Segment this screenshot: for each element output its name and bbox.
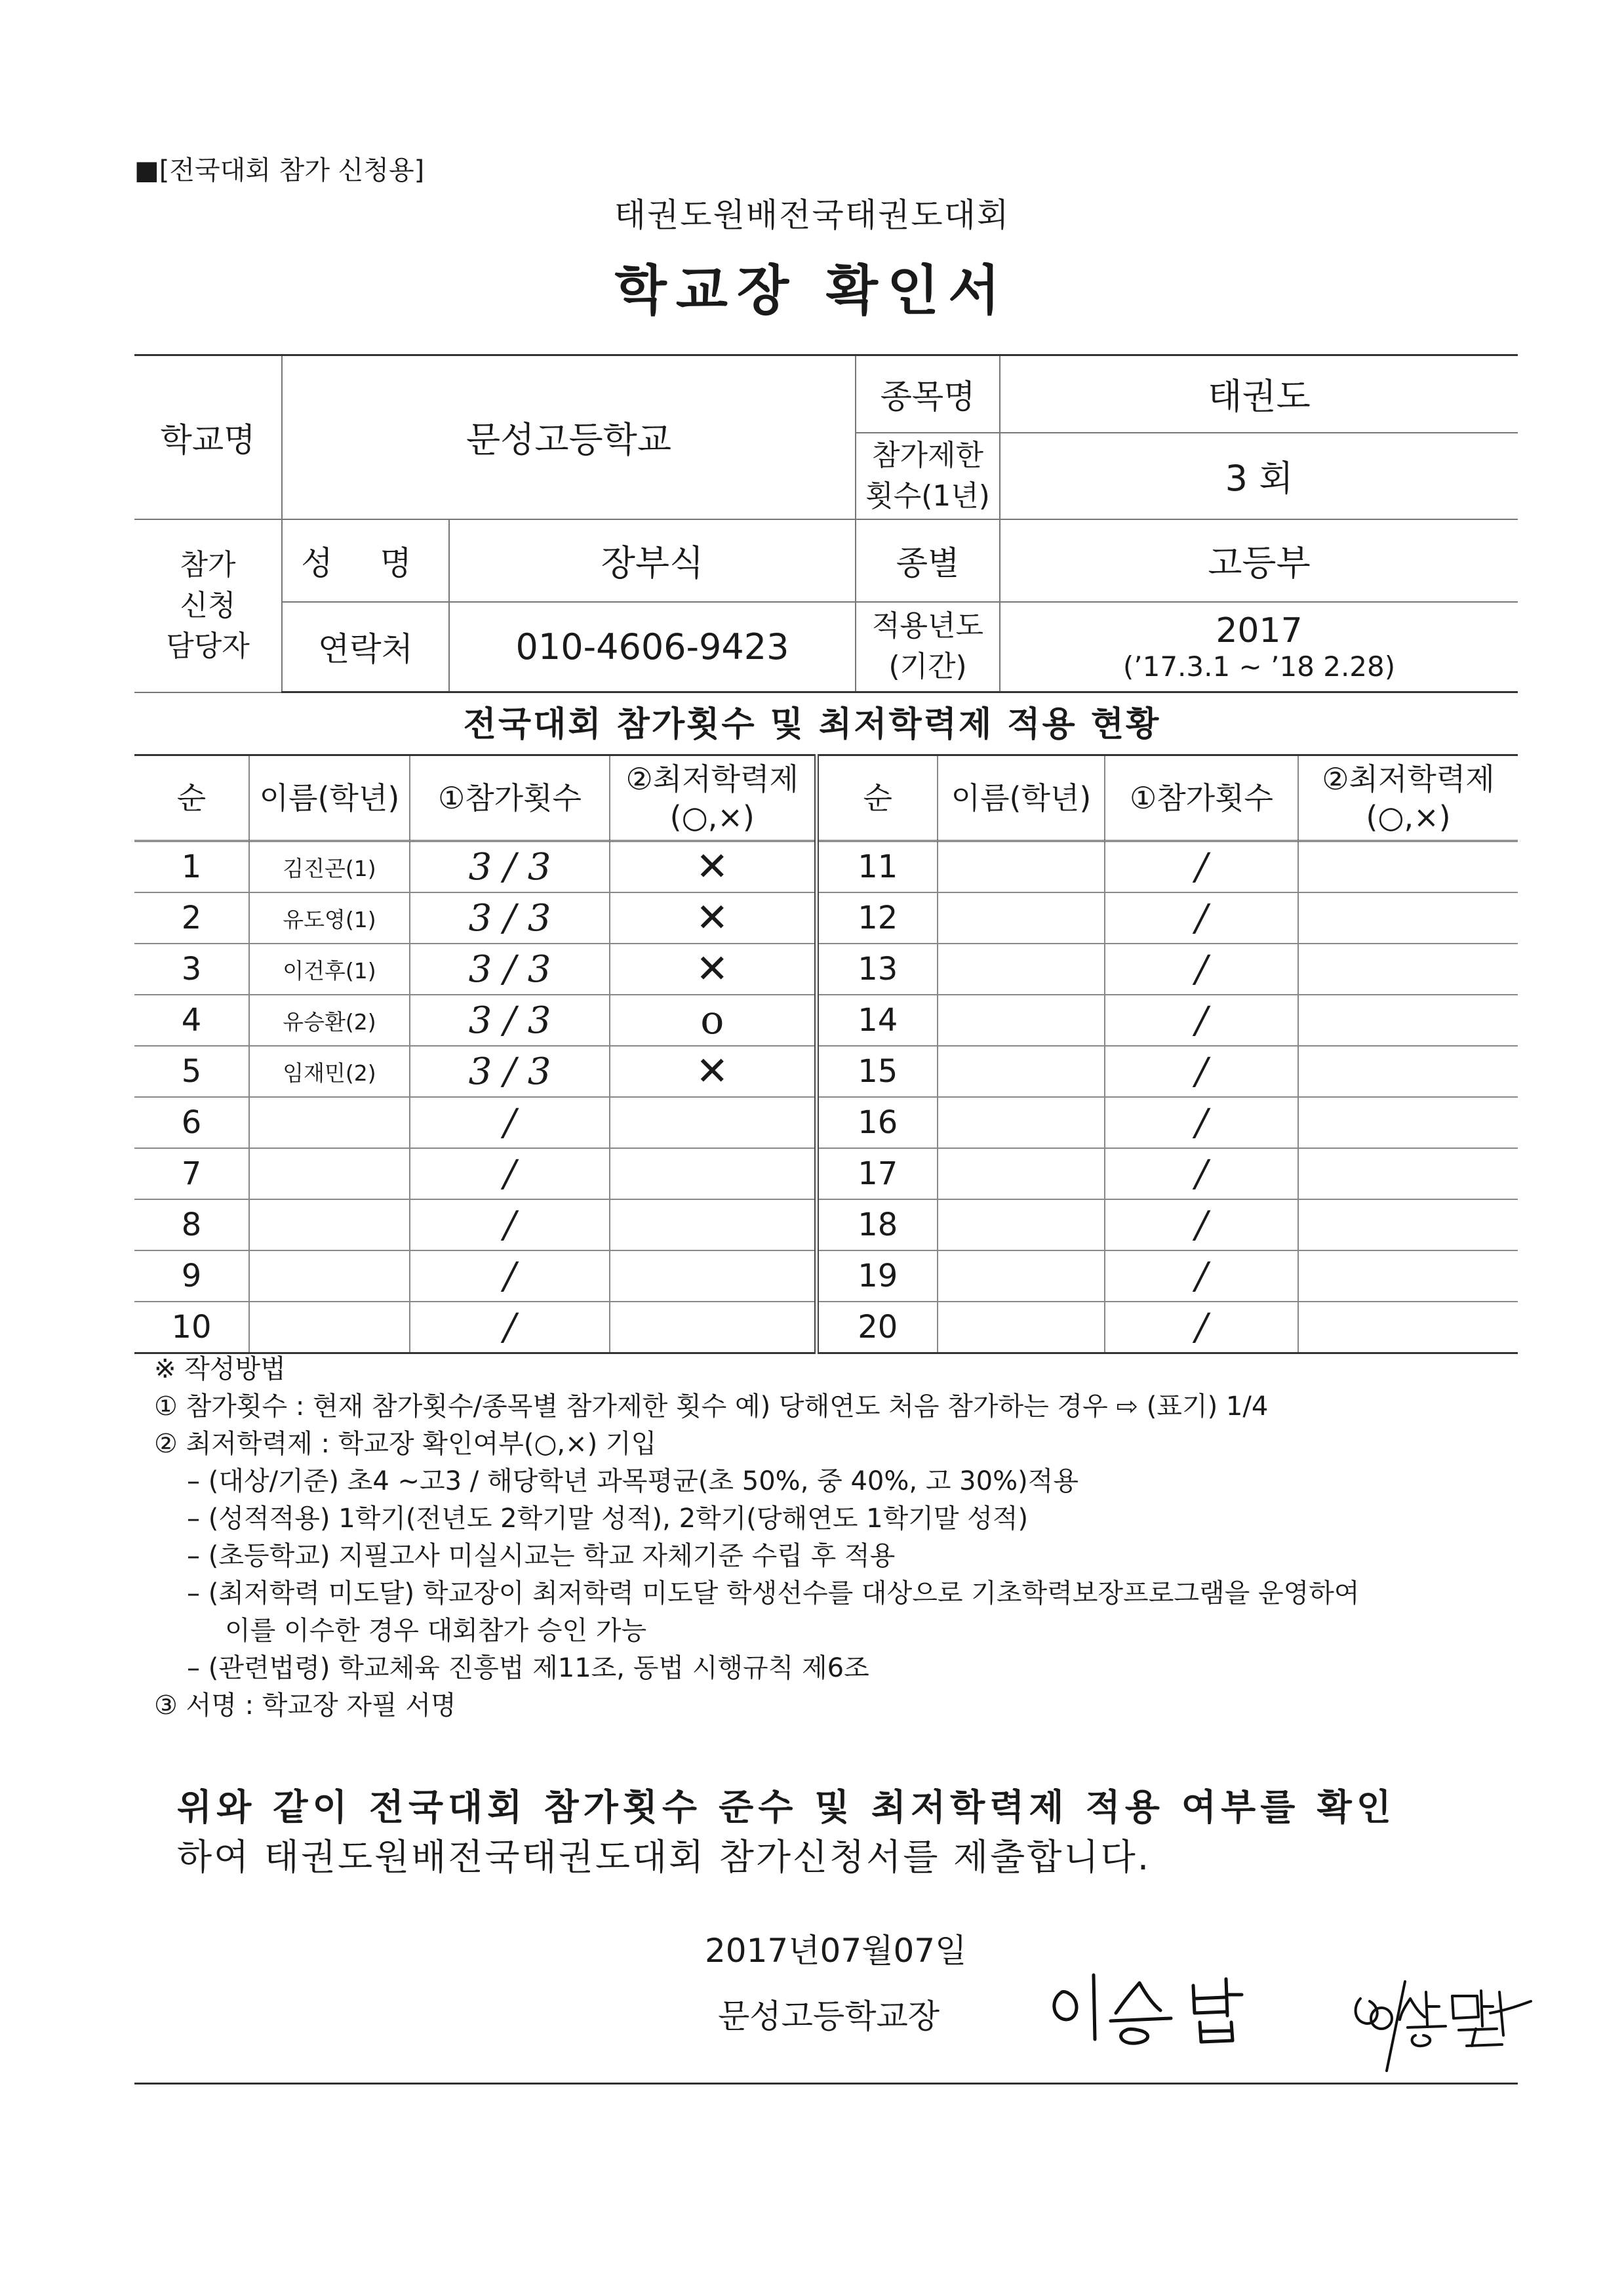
manager-label-line1: 참가 bbox=[180, 548, 236, 582]
row-participation-count-2: / bbox=[1105, 995, 1298, 1046]
row-min-grade-mark bbox=[610, 1097, 816, 1148]
limit-label-line2: 횟수(1년) bbox=[865, 479, 990, 513]
row-no: 6 bbox=[134, 1097, 249, 1148]
limit-label bbox=[856, 433, 1000, 519]
row-participation-count-2: / bbox=[1105, 1046, 1298, 1097]
header-name-2: 이름(학년) bbox=[938, 755, 1105, 841]
row-participation-count-2: / bbox=[1105, 1250, 1298, 1302]
header-count: ①참가횟수 bbox=[410, 755, 610, 841]
row-min-grade-mark-2 bbox=[1298, 841, 1518, 893]
row-name bbox=[249, 1097, 410, 1148]
row-participation-count-2: / bbox=[1105, 1302, 1298, 1353]
row-participation-count: 3 / 3 bbox=[410, 841, 610, 893]
row-no-2: 11 bbox=[816, 841, 938, 893]
row-name bbox=[249, 1250, 410, 1302]
header-min-grade-2-line2: (○,×) bbox=[1366, 799, 1451, 835]
row-name-2 bbox=[938, 1250, 1105, 1302]
note-2e: – (관련법령) 학교체육 진흥법 제11조, 동법 시행규칙 제6조 bbox=[187, 1653, 869, 1683]
note-2a: – (대상/기준) 초4 ~고3 / 해당학년 과목평균(초 50%, 중 40%, 고 30%)적용 bbox=[187, 1466, 1079, 1496]
row-name: 유승환(2) bbox=[249, 995, 410, 1046]
table-row bbox=[134, 1199, 1518, 1250]
row-no-2: 13 bbox=[816, 944, 938, 995]
row-no: 10 bbox=[134, 1302, 249, 1353]
row-participation-count: / bbox=[410, 1302, 610, 1353]
row-min-grade-mark bbox=[610, 1250, 816, 1302]
form-type-tag: ■[전국대회 참가 신청용] bbox=[134, 155, 425, 186]
row-name: 김진곤(1) bbox=[249, 841, 410, 893]
row-name-2 bbox=[938, 944, 1105, 995]
row-min-grade-mark bbox=[610, 1199, 816, 1250]
row-min-grade-mark: ✕ bbox=[610, 944, 816, 995]
competition-name: 태권도원배전국태권도대회 bbox=[614, 196, 1010, 234]
row-min-grade-mark bbox=[610, 1148, 816, 1199]
header-min-grade bbox=[610, 755, 816, 841]
notes-heading: ※ 작성방법 bbox=[154, 1354, 286, 1384]
row-min-grade-mark: ✕ bbox=[610, 841, 816, 893]
row-min-grade-mark: ✕ bbox=[610, 892, 816, 944]
bottom-rule bbox=[134, 2083, 1518, 2085]
row-min-grade-mark-2 bbox=[1298, 1046, 1518, 1097]
row-no: 9 bbox=[134, 1250, 249, 1302]
row-participation-count: / bbox=[410, 1250, 610, 1302]
header-no: 순 bbox=[134, 755, 249, 841]
participation-status-table bbox=[134, 754, 1518, 1354]
row-no: 7 bbox=[134, 1148, 249, 1199]
year-value-period: (’17.3.1 ~ ’18 2.28) bbox=[1122, 650, 1396, 683]
row-min-grade-mark-2 bbox=[1298, 995, 1518, 1046]
row-no: 4 bbox=[134, 995, 249, 1046]
event-value: 태권도 bbox=[1000, 355, 1518, 433]
row-name-2 bbox=[938, 995, 1105, 1046]
row-participation-count: / bbox=[410, 1097, 610, 1148]
table-row bbox=[134, 841, 1518, 893]
row-no-2: 12 bbox=[816, 892, 938, 944]
row-no-2: 19 bbox=[816, 1250, 938, 1302]
row-no-2: 16 bbox=[816, 1097, 938, 1148]
contact-value: 010-4606-9423 bbox=[449, 602, 856, 692]
row-name bbox=[249, 1199, 410, 1250]
row-min-grade-mark-2 bbox=[1298, 944, 1518, 995]
submission-date: 2017년07월07일 bbox=[705, 1932, 967, 1970]
row-no-2: 20 bbox=[816, 1302, 938, 1353]
row-participation-count-2: / bbox=[1105, 944, 1298, 995]
row-no: 3 bbox=[134, 944, 249, 995]
note-3: ③ 서명 : 학교장 자필 서명 bbox=[154, 1690, 456, 1721]
table-row bbox=[134, 944, 1518, 995]
row-min-grade-mark-2 bbox=[1298, 1199, 1518, 1250]
row-participation-count: 3 / 3 bbox=[410, 892, 610, 944]
row-name bbox=[249, 1148, 410, 1199]
row-no: 8 bbox=[134, 1199, 249, 1250]
row-participation-count: / bbox=[410, 1148, 610, 1199]
school-name-label: 학교명 bbox=[134, 355, 282, 519]
division-value: 고등부 bbox=[1000, 519, 1518, 602]
row-min-grade-mark-2 bbox=[1298, 1302, 1518, 1353]
row-name: 유도영(1) bbox=[249, 892, 410, 944]
row-participation-count-2: / bbox=[1105, 1148, 1298, 1199]
row-min-grade-mark bbox=[610, 1302, 816, 1353]
declaration bbox=[177, 1782, 1396, 1882]
year-value-year: 2017 bbox=[1216, 610, 1303, 650]
table-row bbox=[134, 1250, 1518, 1302]
limit-label-line1: 참가제한 bbox=[872, 438, 984, 472]
table-row bbox=[134, 1148, 1518, 1199]
handwritten-signature bbox=[1042, 1967, 1292, 2046]
seal-signature-mark bbox=[1347, 1972, 1544, 2077]
row-participation-count-2: / bbox=[1105, 1199, 1298, 1250]
table-row bbox=[134, 892, 1518, 944]
year-label bbox=[856, 602, 1000, 692]
row-participation-count-2: / bbox=[1105, 892, 1298, 944]
row-min-grade-mark: o bbox=[610, 995, 816, 1046]
row-no: 5 bbox=[134, 1046, 249, 1097]
document-title: 학교장 확인서 bbox=[614, 260, 1010, 322]
row-min-grade-mark-2 bbox=[1298, 892, 1518, 944]
row-participation-count: 3 / 3 bbox=[410, 995, 610, 1046]
table-row bbox=[134, 1302, 1518, 1353]
principal-title: 문성고등학교장 bbox=[718, 1997, 940, 2035]
note-2c: – (초등학교) 지필고사 미실시교는 학교 자체기준 수립 후 적용 bbox=[187, 1541, 896, 1571]
row-name-2 bbox=[938, 892, 1105, 944]
year-label-line1: 적용년도 bbox=[872, 609, 984, 643]
row-participation-count: 3 / 3 bbox=[410, 1046, 610, 1097]
year-value bbox=[1000, 602, 1518, 692]
row-participation-count-2: / bbox=[1105, 841, 1298, 893]
manager-label-line2: 신청 bbox=[180, 588, 236, 622]
row-no-2: 17 bbox=[816, 1148, 938, 1199]
contact-label: 연락처 bbox=[282, 602, 449, 692]
school-name-value: 문성고등학교 bbox=[282, 355, 856, 519]
row-min-grade-mark: ✕ bbox=[610, 1046, 816, 1097]
row-participation-count-2: / bbox=[1105, 1097, 1298, 1148]
row-name: 임재민(2) bbox=[249, 1046, 410, 1097]
header-name: 이름(학년) bbox=[249, 755, 410, 841]
event-label: 종목명 bbox=[856, 355, 1000, 433]
row-name-2 bbox=[938, 1046, 1105, 1097]
row-name-2 bbox=[938, 1199, 1105, 1250]
row-name bbox=[249, 1302, 410, 1353]
header-count-2: ①참가횟수 bbox=[1105, 755, 1298, 841]
header-min-grade-2 bbox=[1298, 755, 1518, 841]
manager-label-line3: 담당자 bbox=[166, 629, 250, 663]
year-label-line2: (기간) bbox=[888, 650, 967, 684]
row-participation-count: / bbox=[410, 1199, 610, 1250]
row-no-2: 14 bbox=[816, 995, 938, 1046]
declaration-line1: 위와 같이 전국대회 참가횟수 준수 및 최저학력제 적용 여부를 확인 bbox=[177, 1786, 1396, 1828]
limit-value: 3 회 bbox=[1000, 433, 1518, 519]
header-no-2: 순 bbox=[816, 755, 938, 841]
division-label: 종별 bbox=[856, 519, 1000, 602]
manager-label bbox=[134, 519, 282, 692]
note-2: ② 최저학력제 : 학교장 확인여부(○,×) 기입 bbox=[154, 1429, 657, 1459]
declaration-line2: 하여 태권도원배전국태권도대회 참가신청서를 제출합니다. bbox=[177, 1836, 1151, 1878]
row-min-grade-mark-2 bbox=[1298, 1148, 1518, 1199]
note-2b: – (성적적용) 1학기(전년도 2학기말 성적), 2학기(당해연도 1학기말 성적) bbox=[187, 1504, 1029, 1534]
row-name-2 bbox=[938, 1097, 1105, 1148]
row-no: 2 bbox=[134, 892, 249, 944]
header-min-grade-line1: ②최저학력제 bbox=[625, 761, 799, 797]
writing-instructions bbox=[154, 1351, 1531, 1725]
note-2d: – (최저학력 미도달) 학교장이 최저학력 미도달 학생선수를 대상으로 기초학력보장프로그램을 운영하여 bbox=[187, 1578, 1360, 1608]
row-name: 이건후(1) bbox=[249, 944, 410, 995]
row-no: 1 bbox=[134, 841, 249, 893]
row-participation-count: 3 / 3 bbox=[410, 944, 610, 995]
row-min-grade-mark-2 bbox=[1298, 1250, 1518, 1302]
school-info-table bbox=[134, 354, 1518, 693]
row-min-grade-mark-2 bbox=[1298, 1097, 1518, 1148]
row-name-2 bbox=[938, 841, 1105, 893]
note-2d-cont: 이를 이수한 경우 대회참가 승인 가능 bbox=[225, 1616, 647, 1646]
table-row bbox=[134, 1097, 1518, 1148]
row-no-2: 15 bbox=[816, 1046, 938, 1097]
row-name-2 bbox=[938, 1302, 1105, 1353]
note-1: ① 참가횟수 : 현재 참가횟수/종목별 참가제한 횟수 예) 당해연도 처음 참가하는 경우 ⇨ (표기) 1/4 bbox=[154, 1391, 1269, 1422]
manager-name-label: 성 명 bbox=[282, 519, 449, 602]
row-name-2 bbox=[938, 1148, 1105, 1199]
table-row bbox=[134, 995, 1518, 1046]
status-section-title: 전국대회 참가횟수 및 최저학력제 적용 현황 bbox=[463, 705, 1161, 744]
manager-name-value: 장부식 bbox=[449, 519, 856, 602]
row-no-2: 18 bbox=[816, 1199, 938, 1250]
table-row bbox=[134, 1046, 1518, 1097]
header-min-grade-2-line1: ②최저학력제 bbox=[1322, 761, 1495, 797]
header-min-grade-line2: (○,×) bbox=[669, 799, 755, 835]
